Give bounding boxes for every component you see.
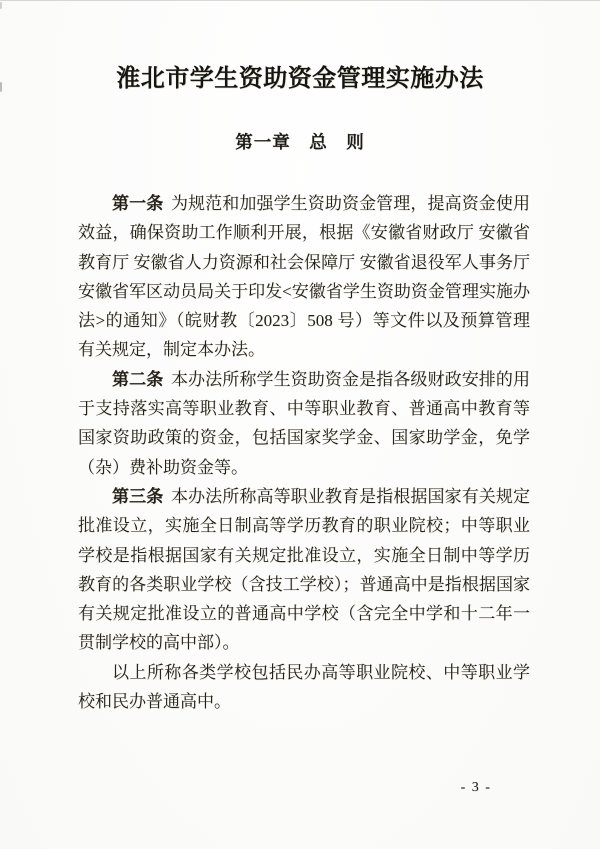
article-1-text: 为规范和加强学生资助资金管理，提高资金使用效益，确保资助工作顺利开展，根据《安徽省财政厅 安徽省教育厅 安徽省人力资源和社会保障厅 安徽省退役军人事务厅 安徽省军区动员局关于印发<安徽省学生资助资金管理实施办法>的通知》（皖财教〔2023〕508 号）等文件以及预算管理有关规定，制定本办法。 [78, 194, 531, 360]
paragraph-article-1 [78, 189, 530, 365]
document-title: 淮北市学生资助资金管理实施办法 [116, 66, 484, 92]
scan-artifact [0, 2, 2, 9]
article-3-text: 本办法所称高等职业教育是指根据国家有关规定批准设立，实施全日制高等学历教育的职业院校；中等职业学校是指根据国家有关规定批准设立，实施全日制中等学历教育的各类职业学校（含技工学校）；普通高中是指根据国家有关规定批准设立的普通高中学校（含完全中学和十二年一贯制学校的高中部）。 [78, 486, 531, 653]
scan-edge-artifact [0, 0, 600, 1]
page-number: - 3 - [460, 780, 492, 795]
paragraph-note [78, 658, 530, 717]
paragraph-article-3 [78, 482, 530, 658]
article-1-number: 第一条 [112, 194, 164, 213]
paragraph-note-text: 以上所称各类学校包括民办高等职业院校、中等职业学校和民办普通高中。 [78, 662, 530, 712]
article-3-number: 第三条 [112, 486, 164, 506]
chapter-heading: 第一章 总 则 [235, 132, 365, 152]
article-2-number: 第二条 [112, 369, 164, 389]
article-2-text: 本办法所称学生资助资金是指各级财政安排的用于支持落实高等职业教育、中等职业教育、普通高中教育等国家资助政策的资金，包括国家奖学金、国家助学金，免学（杂）费补助资金等。 [78, 369, 531, 477]
paragraph-article-2 [78, 365, 530, 482]
document-body [78, 189, 530, 716]
